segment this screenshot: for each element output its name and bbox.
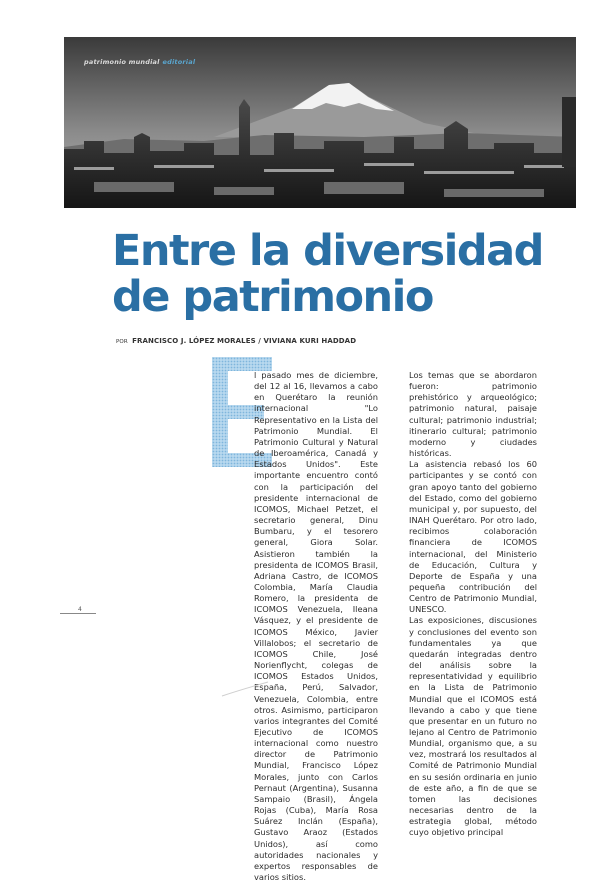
article-column-right xyxy=(409,370,537,839)
article-title xyxy=(112,228,543,320)
title-line-1: Entre la diversidad xyxy=(112,226,543,276)
section-accent-label: editorial xyxy=(162,58,196,66)
page-number: 4 xyxy=(78,606,82,613)
section-tag xyxy=(84,58,195,66)
byline-prefix: POR xyxy=(116,339,128,345)
paragraph: Las exposiciones, discusiones y conclusiones del evento son fundamentales ya que quedarán integradas dentro del análisis sobre la representatividad y equilibrio en la Lista de Patrimonio Mundial que el ICOMOS está llevando a cabo y que tiene que presentar en un futuro no lejano al Centro de Patrimonio Mundial, organismo que, a su vez, mostrará los resultados al Comité de Patrimonio Mundial en su sesión ordinaria en junio de este año, a fin de que se tomen las decisiones necesarias dentro de la estrategia global, método cuyo objetivo principal xyxy=(409,615,537,838)
page-number-rule xyxy=(60,613,96,614)
byline-authors: FRANCISCO J. LÓPEZ MORALES / VIVIANA KURI HADDAD xyxy=(132,337,357,345)
scan-mark xyxy=(220,678,270,698)
article-column-left xyxy=(254,370,378,883)
byline xyxy=(116,337,356,345)
paragraph: l pasado mes de diciembre, del 12 al 16, llevamos a cabo en Querétaro la reunión internacional "Lo Representativo en la Lista del Patrimonio Mundial. El Patrimonio Cultural y Natural de Iberoamérica, Canadá y Estados Unidos". Este importante encuentro contó con la participación del presidente internacional de ICOMOS, Michael Petzet, el secretario general, Dinu Bumbaru, y el tesorero general, Giora Solar. Asistieron también la presidenta de ICOMOS Brasil, Adriana Castro, de ICOMOS Colombia, María Claudia Romero, la presidenta de ICOMOS Venezuela, Ileana Vásquez, y el presidente de ICOMOS México, Javier Villalobos; el secretario de ICOMOS Chile, José Norienflycht, colegas de ICOMOS Estados Unidos, España, Perú, Salvador, Venezuela, Colombia, entre otros. Asimismo, participaron varios integrantes del Comité Ejecutivo de ICOMOS internacional como nuestro director de Patrimonio Mundial, Francisco López Morales, junto con Carlos Pernaut (Argentina), Susanna Sampaio (Brasil), Ángela Rojas (Cuba), María Rosa Suárez Inclán (España), Gustavo Araoz (Estados Unidos), así como autoridades nacionales y expertos responsables de varios sitios. xyxy=(254,370,378,883)
title-line-2: de patrimonio xyxy=(112,272,433,322)
section-label: patrimonio mundial xyxy=(84,58,160,66)
paragraph: Los temas que se abordaron fueron: patrimonio prehistórico y arqueológico; patrimonio natural, paisaje cultural; patrimonio industrial; itinerario cultural; patrimonio moderno y ciudades históricas. xyxy=(409,370,537,459)
paragraph: La asistencia rebasó los 60 participantes y se contó con gran apoyo tanto del gobierno del Estado, como del gobierno municipal y, por supuesto, del INAH Querétaro. Por otro lado, recibimos colaboración financiera de ICOMOS internacional, del Ministerio de Educación, Cultura y Deporte de España y una pequeña contribución del Centro de Patrimonio Mundial, UNESCO. xyxy=(409,459,537,615)
